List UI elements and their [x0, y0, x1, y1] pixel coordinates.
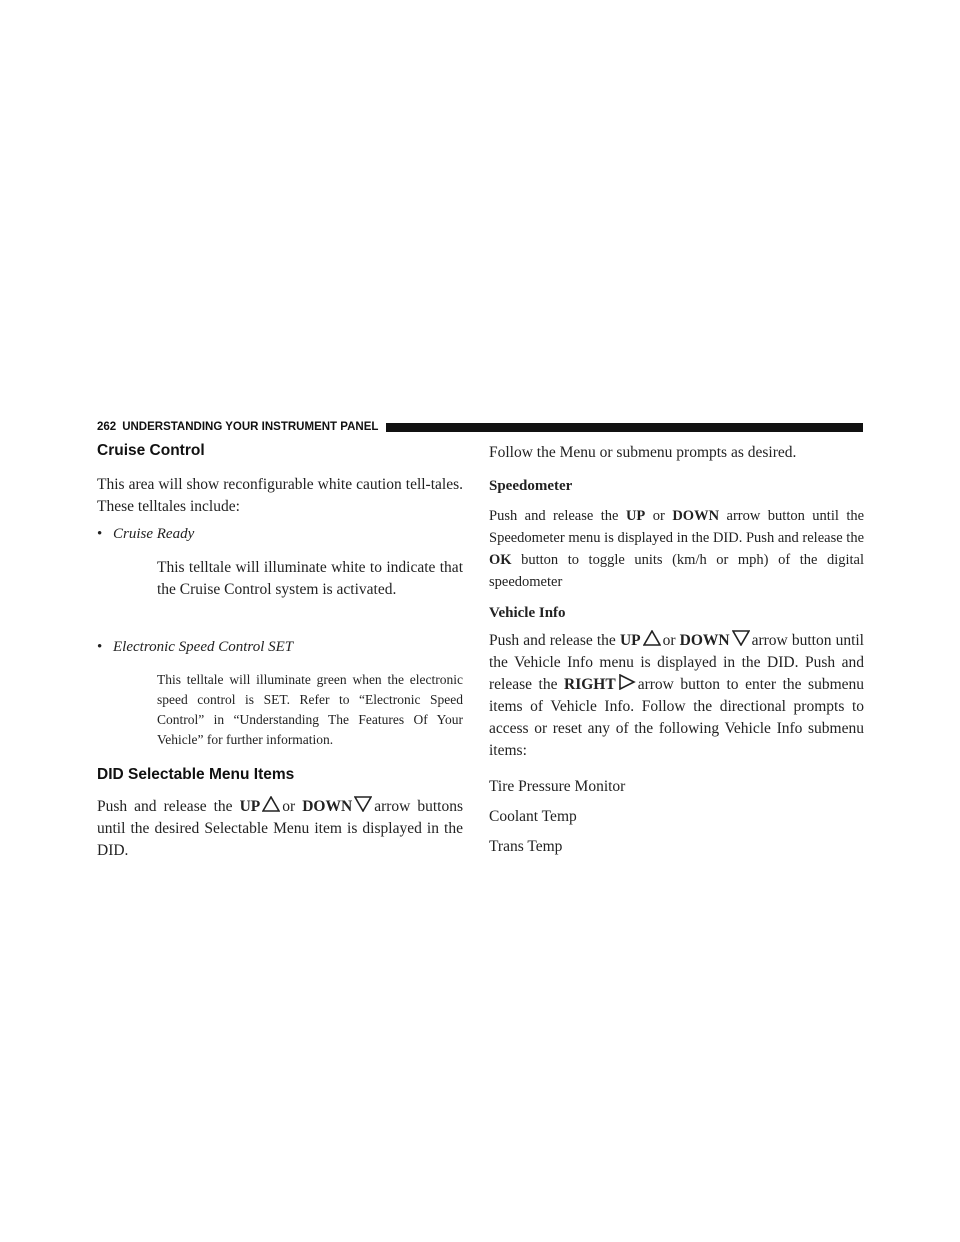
- vinfo-pre: Push and release the: [489, 632, 616, 649]
- did-up: UP: [239, 798, 261, 815]
- cruise-intro: This area will show reconfigurable white caution tell-tales. These telltales include:: [97, 476, 463, 515]
- speedometer-heading: Speedometer: [489, 478, 573, 494]
- vinfo-up: UP: [619, 632, 641, 649]
- page-number: 262: [97, 421, 117, 433]
- did-or: or: [282, 798, 296, 815]
- list-item: Coolant Temp: [489, 808, 577, 825]
- down-arrow-icon: [354, 796, 372, 812]
- speedo-or: or: [652, 508, 665, 524]
- vehicle-info-paragraph: [489, 630, 864, 762]
- up-arrow-icon: [643, 630, 661, 646]
- bullet-dot: •: [97, 526, 103, 542]
- bullet-dot: •: [97, 639, 103, 655]
- list-item: Tire Pressure Monitor: [489, 778, 626, 795]
- header-rule: [386, 423, 863, 432]
- vehicle-info-heading: Vehicle Info: [489, 605, 566, 621]
- speedo-pre: Push and release the: [489, 508, 619, 524]
- page-header: [97, 418, 863, 436]
- speedo-post: button to toggle units (km/h or mph) of the digital speedometer: [489, 552, 865, 590]
- down-arrow-icon: [732, 630, 750, 646]
- bullet-esc-set: [97, 639, 463, 656]
- cruise-control-heading: Cruise Control: [97, 442, 205, 459]
- vinfo-or: or: [662, 632, 676, 649]
- did-paragraph: [97, 796, 463, 862]
- cruise-ready-label: Cruise Ready: [113, 526, 195, 542]
- list-item: Trans Temp: [489, 838, 563, 855]
- section-title: UNDERSTANDING YOUR INSTRUMENT PANEL: [122, 421, 379, 433]
- vinfo-down: DOWN: [679, 632, 730, 649]
- speedo-up: UP: [625, 508, 646, 524]
- left-column: [97, 440, 463, 862]
- speedo-ok: OK: [489, 552, 512, 568]
- speedometer-paragraph: [489, 505, 864, 593]
- did-down: DOWN: [302, 798, 353, 815]
- cruise-ready-text: This telltale will illuminate white to indicate that the Cruise Control system is activated.: [157, 559, 463, 598]
- speedo-down: DOWN: [672, 508, 720, 524]
- vinfo-mid: arrow button until the Vehicle Info menu is displayed in the DID. Push and release the: [489, 632, 864, 693]
- did-pre: Push and release the: [97, 798, 233, 815]
- right-column: [489, 440, 864, 858]
- follow-text: Follow the Menu or submenu prompts as desired.: [489, 444, 797, 461]
- did-post: arrow buttons until the desired Selectable Menu item is displayed in the DID.: [97, 798, 464, 859]
- vinfo-post: arrow button to enter the submenu items of Vehicle Info. Follow the directional prompts to access or reset any of the following Vehicle Info submenu items:: [489, 676, 865, 759]
- esc-set-text: This telltale will illuminate green when the electronic speed control is SET. Refer to “Electronic Speed Control” in “Understanding The Features Of Your Vehicle” for further information.: [157, 672, 463, 747]
- vinfo-right: RIGHT: [564, 676, 616, 693]
- did-selectable-heading: DID Selectable Menu Items: [97, 766, 295, 783]
- esc-set-label: Electronic Speed Control SET: [113, 639, 294, 655]
- right-arrow-icon: [618, 674, 636, 690]
- bullet-cruise-ready: [97, 526, 463, 543]
- up-arrow-icon: [262, 796, 280, 812]
- speedo-mid: arrow button until the Speedometer menu is displayed in the DID. Push and release the: [489, 508, 865, 546]
